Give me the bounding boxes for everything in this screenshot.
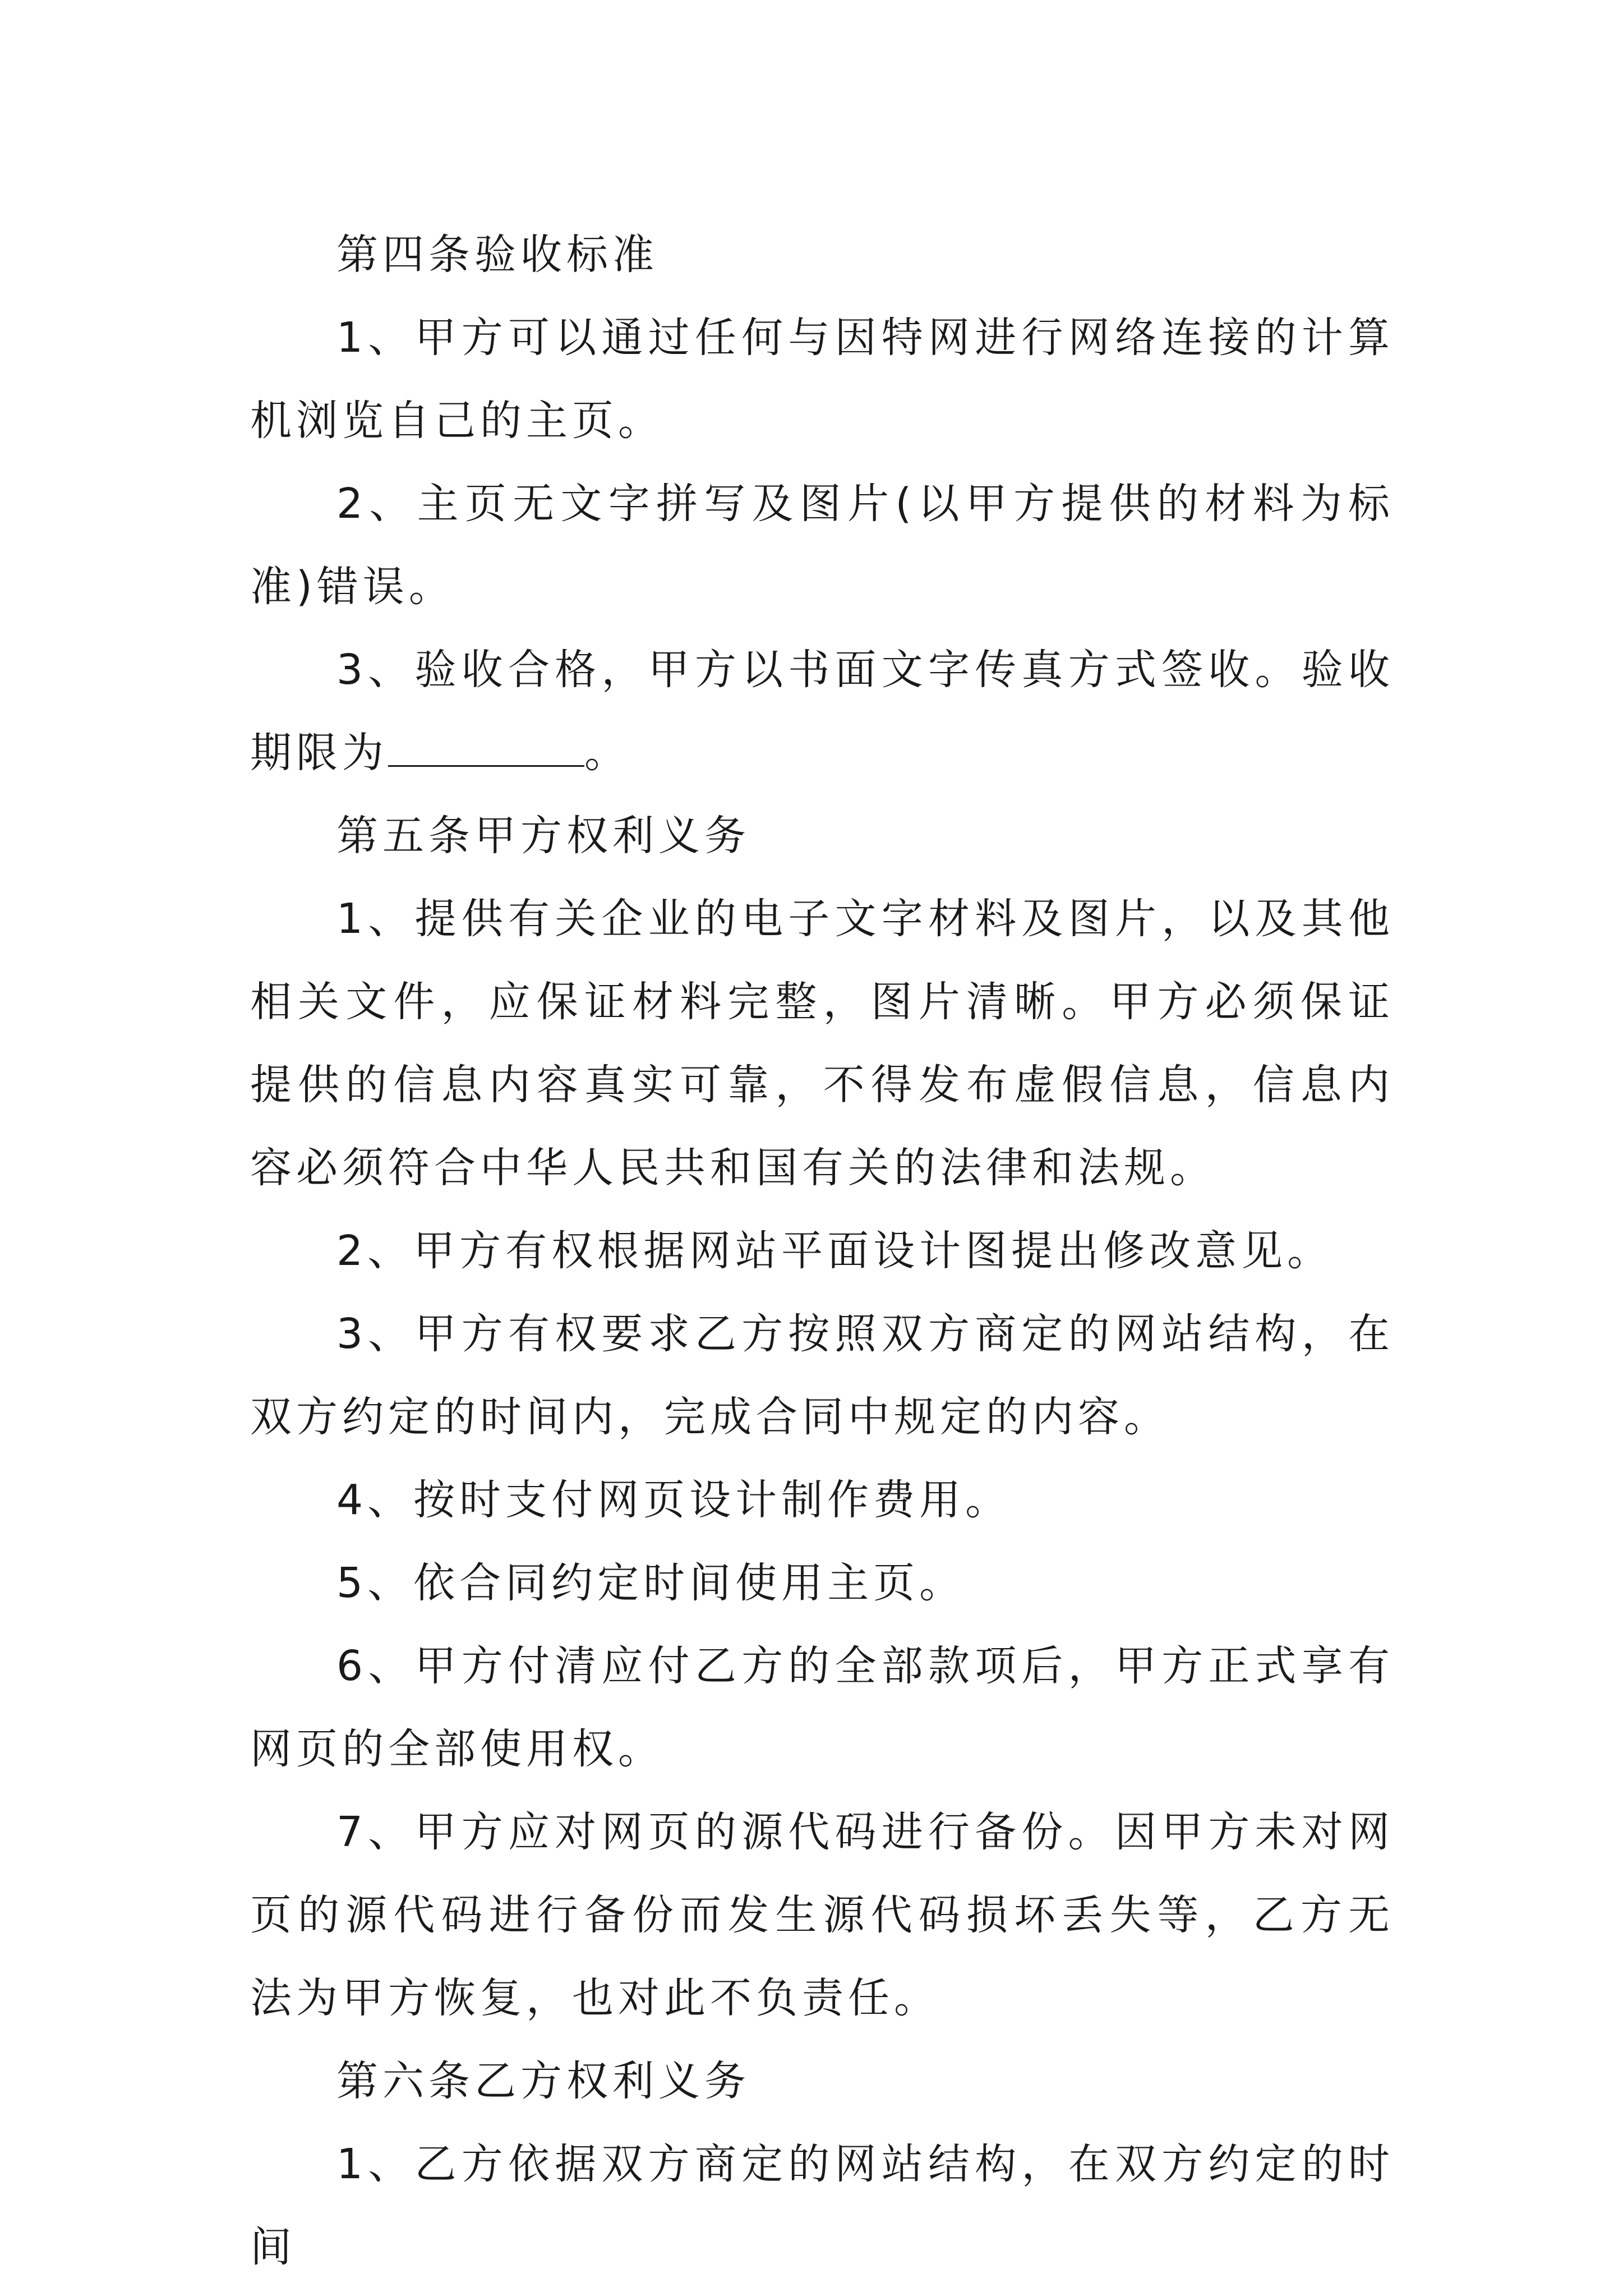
- fill-in-blank: [388, 731, 584, 767]
- paragraph: 2、甲方有权根据网站平面设计图提出修改意见。: [336, 1227, 1334, 1275]
- paragraph: 5、依合同约定时间使用主页。: [336, 1559, 966, 1607]
- paragraph: 3、甲方有权要求乙方按照双方商定的网站结构，在双方约定的时间内，完成合同中规定的内容。: [250, 1310, 1394, 1441]
- section-heading-5: 第五条甲方权利义务: [336, 812, 750, 860]
- paragraph: 1、提供有关企业的电子文字材料及图片，以及其他相关文件，应保证材料完整，图片清晰。甲方必须保证提供的信息内容真实可靠，不得发布虚假信息，信息内容必须符合中华人民共和国有关的法律和法规。: [250, 895, 1394, 1192]
- paragraph: 2、主页无文字拼写及图片(以甲方提供的材料为标准)错误。: [250, 480, 1394, 611]
- section-heading-6: 第六条乙方权利义务: [336, 2057, 750, 2105]
- paragraph: 4、按时支付网页设计制作费用。: [336, 1476, 1012, 1524]
- paragraph: 1、甲方可以通过任何与因特网进行网络连接的计算机浏览自己的主页。: [250, 314, 1394, 445]
- section-heading-4: 第四条验收标准: [336, 231, 658, 279]
- paragraph: 6、甲方付清应付乙方的全部款项后，甲方正式享有网页的全部使用权。: [250, 1642, 1394, 1773]
- document-body: [250, 213, 1394, 2289]
- paragraph: 3、验收合格，甲方以书面文字传真方式签收。验收期限为 。: [250, 646, 1394, 777]
- paragraph: 1、乙方依据双方商定的网站结构，在双方约定的时间: [250, 2140, 1394, 2271]
- paragraph: 7、甲方应对网页的源代码进行备份。因甲方未对网页的源代码进行备份而发生源代码损坏丢失等，乙方无法为甲方恢复，也对此不负责任。: [250, 1808, 1394, 2022]
